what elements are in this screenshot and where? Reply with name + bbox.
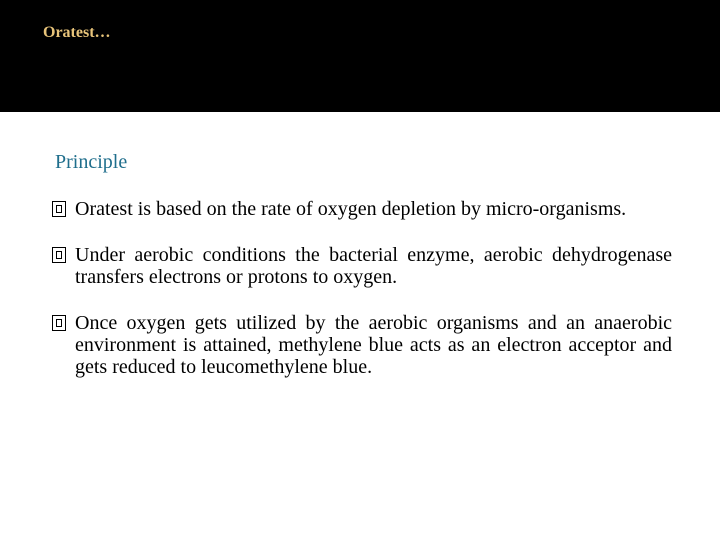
bullet-text: Once oxygen gets utilized by the aerobic organisms and an anaerobic environment is attained, methylene blue acts as an electron acceptor and gets reduced to leucomethylene blue. — [75, 312, 672, 378]
bullet-item — [52, 198, 672, 220]
box-glyph-icon — [52, 315, 66, 331]
bullet-item — [52, 312, 672, 378]
box-glyph-icon — [52, 201, 66, 217]
bullet-item — [52, 244, 672, 288]
bullet-text: Oratest is based on the rate of oxygen depletion by micro-organisms. — [75, 198, 627, 220]
bullet-list — [52, 198, 672, 402]
slide-title: Oratest… — [43, 24, 111, 41]
section-heading: Principle — [55, 151, 128, 173]
box-glyph-icon — [52, 247, 66, 263]
bullet-text: Under aerobic conditions the bacterial enzyme, aerobic dehydrogenase transfers electrons or protons to oxygen. — [75, 244, 672, 288]
header-band — [0, 0, 720, 112]
